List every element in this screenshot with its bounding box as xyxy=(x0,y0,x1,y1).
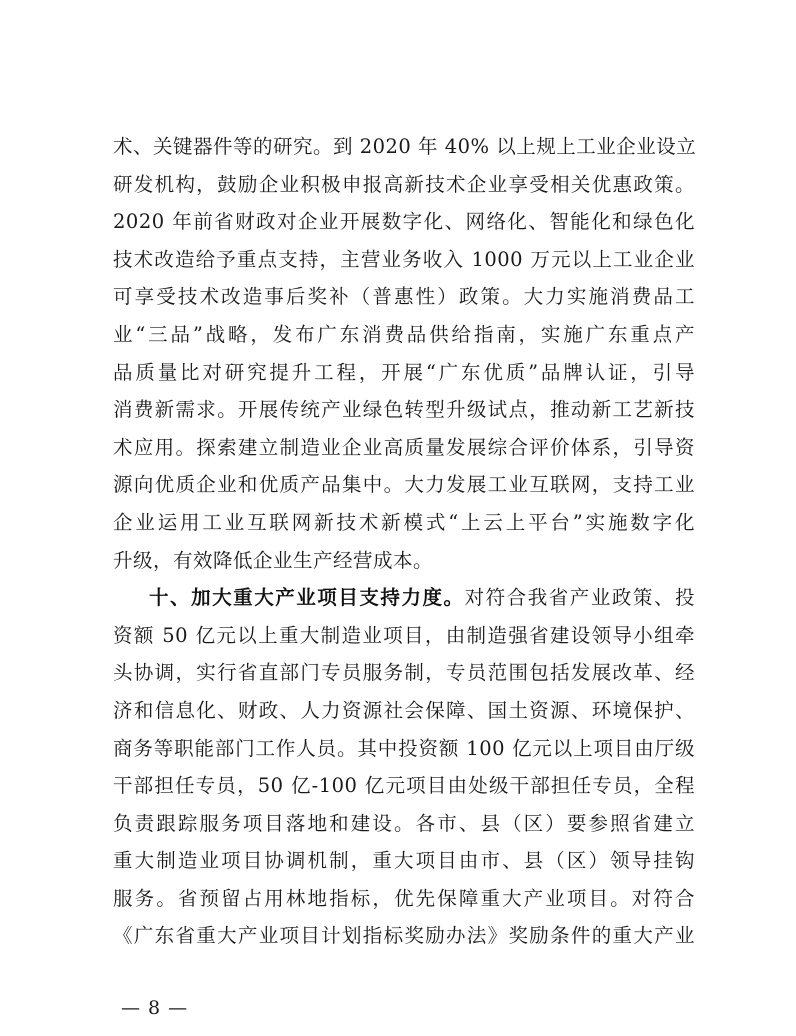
paragraph-line: 升级，有效降低企业生产经营成本。 xyxy=(113,548,434,572)
section-first-line xyxy=(113,579,695,617)
paragraph-line: 术应用。探索建立制造业企业高质量发展综合评价体系，引导资 xyxy=(113,435,695,459)
paragraph-line: 技术改造给予重点支持，主营业务收入 1000 万元以上工业企业 xyxy=(113,247,695,271)
paragraph-line: 研发机构，鼓励企业积极申报高新技术企业享受相关优惠政策。 xyxy=(113,172,695,196)
section-line: 商务等职能部门工作人员。其中投资额 100 亿元以上项目由厅级 xyxy=(113,736,695,760)
page-number: — 8 — xyxy=(121,997,189,1019)
section-line: 负责跟踪服务项目落地和建设。各市、县（区）要参照省建立 xyxy=(113,811,695,835)
paragraph-line: 可享受技术改造事后奖补（普惠性）政策。大力实施消费品工 xyxy=(113,285,695,309)
paragraph-line: 品质量比对研究提升工程，开展“广东优质”品牌认证，引导 xyxy=(113,360,695,384)
section-line: 济和信息化、财政、人力资源社会保障、国土资源、环境保护、 xyxy=(113,698,695,722)
section-first-line-text: 对符合我省产业政策、投 xyxy=(464,586,695,610)
section-line: 服务。省预留占用林地指标，优先保障重大产业项目。对符合 xyxy=(113,886,695,910)
paragraph-line: 业“三品”战略，发布广东消费品供给指南，实施广东重点产 xyxy=(113,322,695,346)
section-line: 头协调，实行省直部门专员服务制，专员范围包括发展改革、经 xyxy=(113,661,695,685)
section-line: 干部担任专员，50 亿-100 亿元项目由处级干部担任专员，全程 xyxy=(113,774,695,798)
paragraph-line: 源向优质企业和优质产品集中。大力发展工业互联网，支持工业 xyxy=(113,473,695,497)
paragraph-line: 术、关键器件等的研究。到 2020 年 40% 以上规上工业企业设立 xyxy=(113,135,697,158)
paragraph-line: 消费新需求。开展传统产业绿色转型升级试点，推动新工艺新技 xyxy=(113,398,695,422)
paragraph-line: 2020 年前省财政对企业开展数字化、网络化、智能化和绿色化 xyxy=(113,210,695,234)
section-heading: 十、加大重大产业项目支持力度。 xyxy=(149,586,465,610)
paragraph-line: 企业运用工业互联网新技术新模式“上云上平台”实施数字化 xyxy=(113,510,695,534)
body-text xyxy=(113,128,695,955)
section-line: 资额 50 亿元以上重大制造业项目，由制造强省建设领导小组牵 xyxy=(113,623,695,647)
section-line: 重大制造业项目协调机制，重大项目由市、县（区）领导挂钩 xyxy=(113,849,695,873)
section-line: 《广东省重大产业项目计划指标奖励办法》奖励条件的重大产业 xyxy=(113,924,695,948)
